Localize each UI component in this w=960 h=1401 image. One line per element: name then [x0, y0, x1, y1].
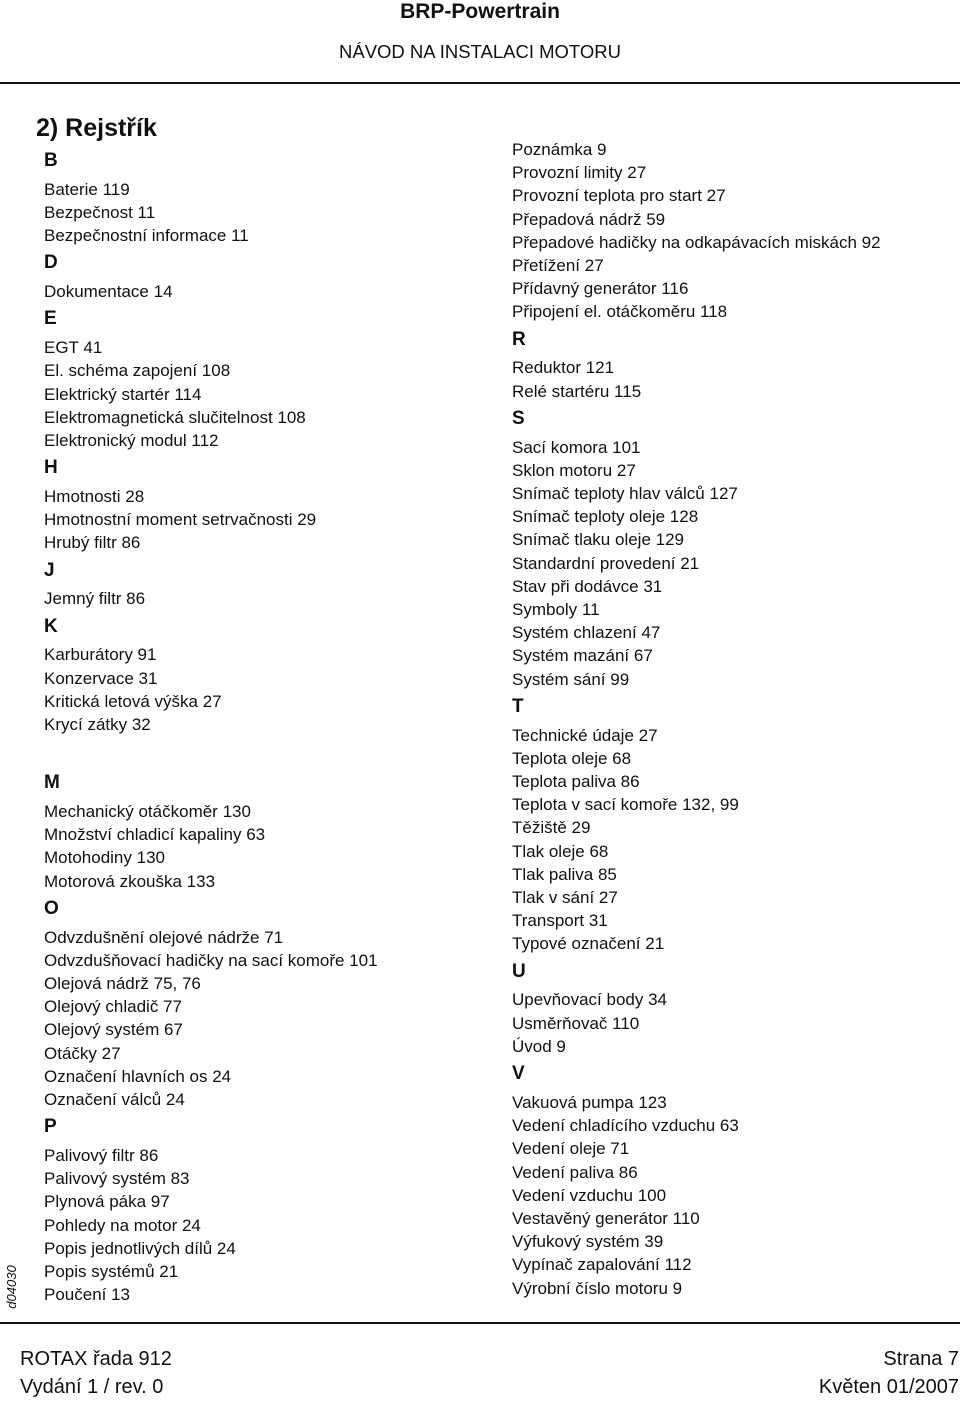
index-entry: Sklon motoru 27 — [512, 460, 636, 480]
index-entry: Označení válců 24 — [44, 1090, 185, 1110]
index-entry: Tlak oleje 68 — [512, 841, 609, 861]
index-column-right — [512, 138, 881, 1300]
index-entry: Bezpečnostní informace 11 — [44, 226, 249, 246]
index-entry: Karburátory 91 — [44, 645, 157, 665]
section-title: 2) Rejstřík — [36, 114, 157, 142]
index-entry: Provozní teplota pro start 27 — [512, 186, 726, 206]
index-entry: Palivový systém 83 — [44, 1169, 190, 1189]
index-entry: Těžiště 29 — [512, 818, 591, 838]
index-letter-heading: K — [44, 615, 58, 637]
index-letter-heading: H — [44, 457, 58, 479]
index-entry: Odvzdušnění olejové nádrže 71 — [44, 927, 284, 947]
index-entry: Výfukový systém 39 — [512, 1232, 664, 1252]
header-rule — [0, 82, 960, 84]
index-entry: Kritická letová výška 27 — [44, 691, 222, 711]
index-entry: Standardní provedení 21 — [512, 553, 700, 573]
index-entry: Palivový filtr 86 — [44, 1146, 159, 1166]
index-entry: El. schéma zapojení 108 — [44, 361, 231, 381]
index-entry: Přetížení 27 — [512, 256, 604, 276]
index-entry: Hmotnostní moment setrvačnosti 29 — [44, 510, 317, 530]
index-entry: Olejová nádrž 75, 76 — [44, 974, 201, 994]
index-entry: Dokumentace 14 — [44, 282, 173, 302]
index-entry: Technické údaje 27 — [512, 725, 658, 745]
index-entry: Teplota v sací komoře 132, 99 — [512, 795, 739, 815]
index-entry: Elektrický startér 114 — [44, 384, 202, 404]
index-entry: Tlak v sání 27 — [512, 888, 618, 908]
footer-page-number: Strana 7 — [883, 1348, 959, 1370]
index-entry: Teplota paliva 86 — [512, 772, 640, 792]
index-entry: Baterie 119 — [44, 179, 130, 199]
index-entry: Bezpečnost 11 — [44, 203, 156, 222]
index-entry: Popis systémů 21 — [44, 1262, 179, 1282]
index-entry: Upevňovací body 34 — [512, 990, 667, 1010]
index-entry: Systém sání 99 — [512, 669, 630, 689]
index-entry: Vedení oleje 71 — [512, 1139, 630, 1159]
index-entry: Krycí zátky 32 — [44, 715, 151, 735]
index-letter-heading: B — [44, 150, 58, 171]
index-entry: Popis jednotlivých dílů 24 — [44, 1238, 236, 1258]
index-letter-heading: O — [44, 897, 59, 919]
index-entry: Vedení vzduchu 100 — [512, 1185, 667, 1205]
spacer — [44, 736, 378, 767]
index-entry: Připojení el. otáčkoměru 118 — [512, 302, 728, 322]
doc-code-label: d04030 — [4, 1265, 19, 1309]
index-entry: Elektronický modul 112 — [44, 431, 219, 451]
index-entry: Systém chlazení 47 — [512, 623, 661, 643]
index-entry: Jemný filtr 86 — [44, 589, 146, 609]
index-entry: Úvod 9 — [512, 1036, 566, 1056]
index-entry: Poznámka 9 — [512, 140, 607, 159]
index-entry: Usměrňovač 110 — [512, 1013, 640, 1033]
index-letter-heading: V — [512, 1063, 525, 1085]
index-entry: Transport 31 — [512, 911, 608, 931]
index-entry: Pohledy na motor 24 — [44, 1215, 201, 1235]
index-entry: Plynová páka 97 — [44, 1192, 170, 1212]
index-entry: Vedení chladícího vzduchu 63 — [512, 1116, 739, 1136]
index-letter-heading: E — [44, 308, 57, 330]
index-entry: EGT 41 — [44, 338, 103, 358]
index-entry: Vakuová pumpa 123 — [512, 1092, 667, 1112]
footer-edition: Vydání 1 / rev. 0 — [20, 1376, 164, 1398]
index-entry: Poučení 13 — [44, 1285, 131, 1305]
index-entry: Výrobní číslo motoru 9 — [512, 1278, 683, 1298]
index-letter-heading: P — [44, 1116, 57, 1138]
index-entry: Typové označení 21 — [512, 934, 665, 954]
index-letter-heading: J — [44, 559, 55, 581]
index-entry: Provozní limity 27 — [512, 163, 647, 183]
index-entry: Přepadové hadičky na odkapávacích miskách 92 — [512, 232, 881, 252]
index-entry: Elektromagnetická slučitelnost 108 — [44, 407, 306, 427]
index-entry: Relé startéru 115 — [512, 381, 642, 401]
index-entry: Vedení paliva 86 — [512, 1162, 638, 1182]
index-entry: Motorová zkouška 133 — [44, 871, 216, 891]
index-letter-heading: R — [512, 328, 526, 350]
footer-date: Květen 01/2007 — [818, 1376, 959, 1398]
index-entry: Stav při dodávce 31 — [512, 576, 663, 596]
index-entry: Hrubý filtr 86 — [44, 533, 141, 553]
index-entry: Symboly 11 — [512, 600, 600, 620]
index-entry: Mechanický otáčkoměr 130 — [44, 802, 251, 822]
index-letter-heading: S — [512, 407, 525, 429]
index-entry: Konzervace 31 — [44, 668, 158, 688]
index-entry: Vypínač zapalování 112 — [512, 1255, 692, 1275]
page-header-subtitle: NÁVOD NA INSTALACI MOTORU — [339, 41, 621, 62]
index-entry: Reduktor 121 — [512, 358, 615, 378]
index-entry: Přídavný generátor 116 — [512, 279, 689, 299]
index-entry: Hmotnosti 28 — [44, 487, 145, 507]
index-letter-heading: U — [512, 960, 526, 982]
index-entry: Motohodiny 130 — [44, 848, 165, 868]
index-entry: Vestavěný generátor 110 — [512, 1208, 700, 1228]
index-entry: Snímač teploty oleje 128 — [512, 507, 699, 527]
index-entry: Systém mazání 67 — [512, 646, 653, 666]
page-header-title: BRP-Powertrain — [400, 0, 560, 23]
footer-rule — [0, 1322, 960, 1324]
index-entry: Olejový systém 67 — [44, 1020, 183, 1040]
index-letter-heading: D — [44, 252, 58, 274]
index-letter-heading: T — [512, 695, 524, 717]
index-entry: Olejový chladič 77 — [44, 997, 182, 1017]
index-entry: Množství chladicí kapaliny 63 — [44, 825, 266, 845]
index-entry: Teplota oleje 68 — [512, 748, 632, 768]
index-entry: Odvzdušňovací hadičky na sací komoře 101 — [44, 950, 378, 970]
index-letter-heading: M — [44, 772, 60, 794]
footer-product: ROTAX řada 912 — [20, 1348, 172, 1370]
index-entry: Snímač teploty hlav válců 127 — [512, 484, 738, 504]
index-entry: Tlak paliva 85 — [512, 864, 617, 884]
index-entry: Označení hlavních os 24 — [44, 1066, 232, 1086]
index-entry: Přepadová nádrž 59 — [512, 209, 666, 229]
index-entry: Snímač tlaku oleje 129 — [512, 530, 684, 550]
index-column-left — [44, 145, 378, 1306]
index-entry: Sací komora 101 — [512, 437, 641, 457]
index-entry: Otáčky 27 — [44, 1043, 121, 1063]
